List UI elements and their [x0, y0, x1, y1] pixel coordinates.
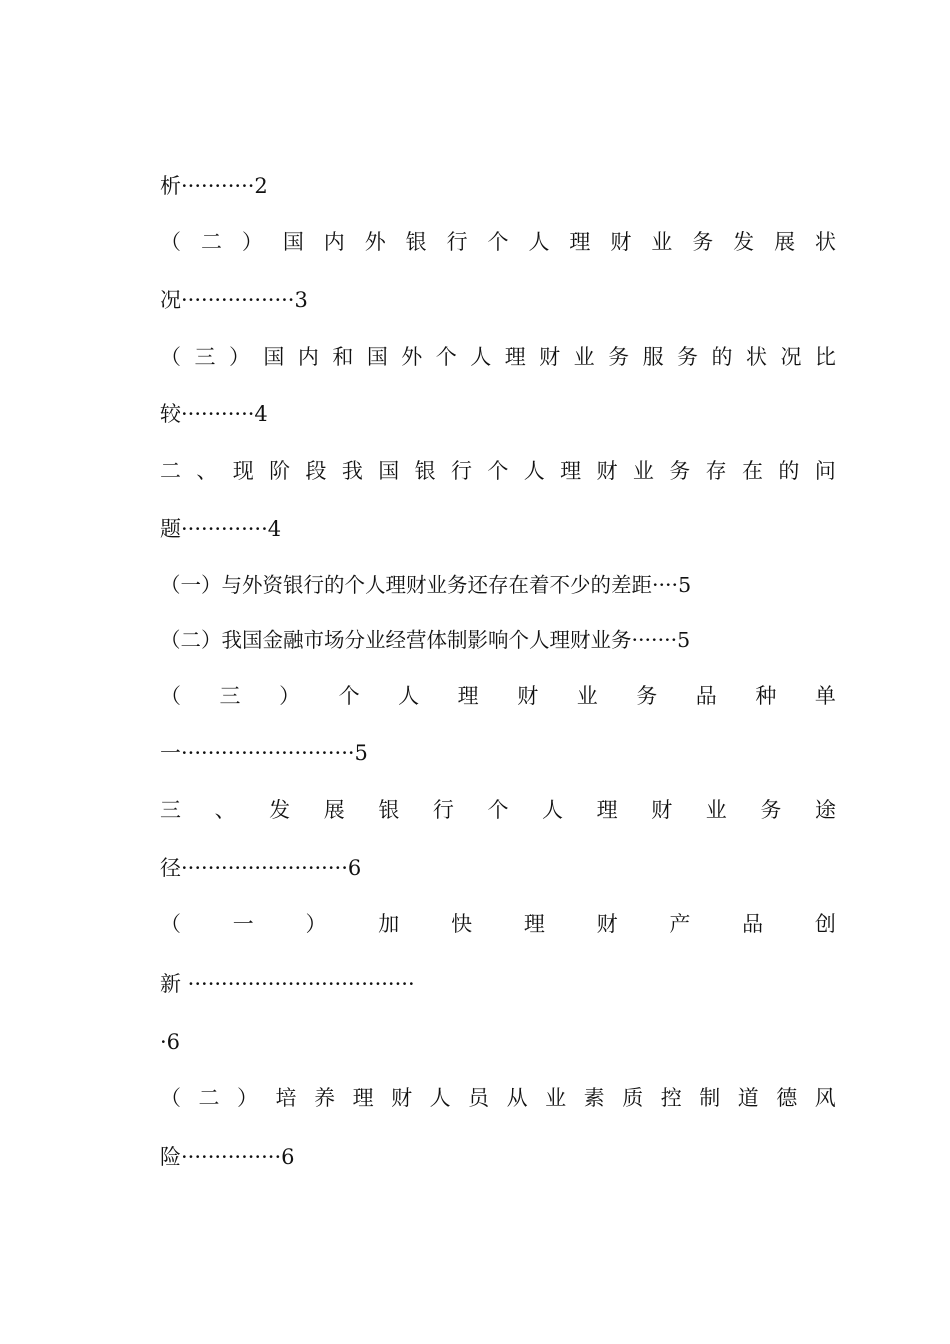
toc-char: 人 — [398, 684, 420, 708]
toc-char: 人 — [429, 1086, 451, 1110]
toc-line-15: 新 ·································· — [160, 972, 415, 996]
toc-char: 一 — [232, 912, 254, 936]
toc-char: 快 — [451, 912, 473, 936]
toc-line-9: （二）我国金融市场分业经营体制影响个人理财业务·······5 — [160, 628, 691, 652]
toc-char: 途 — [814, 798, 836, 822]
toc-char: 财 — [651, 798, 673, 822]
toc-char: 品 — [742, 912, 764, 936]
toc-line-1: 析···········2 — [160, 174, 268, 198]
toc-char: 理 — [352, 1086, 374, 1110]
toc-char: 三 — [194, 345, 216, 369]
toc-char: 种 — [755, 684, 777, 708]
toc-line-11: 一··························5 — [160, 741, 368, 765]
toc-line-6 — [160, 457, 836, 485]
toc-char: （ — [160, 230, 181, 254]
toc-char: 养 — [314, 1086, 336, 1110]
toc-char: 财 — [596, 912, 618, 936]
toc-char: 银 — [405, 230, 427, 254]
toc-char: 况 — [780, 345, 802, 369]
toc-char: 展 — [774, 230, 796, 254]
toc-char: 的 — [778, 459, 800, 483]
toc-char: 状 — [815, 230, 836, 254]
toc-char: 业 — [545, 1086, 567, 1110]
toc-char: 德 — [776, 1086, 798, 1110]
toc-char: 理 — [560, 459, 582, 483]
toc-char: 发 — [733, 230, 755, 254]
toc-char: 阶 — [269, 459, 291, 483]
toc-line-2 — [160, 228, 836, 256]
toc-char: 存 — [705, 459, 727, 483]
toc-char: ） — [279, 684, 301, 708]
toc-line-18: 险···············6 — [160, 1145, 295, 1169]
toc-char: ） — [305, 912, 327, 936]
toc-line-3: 况·················3 — [160, 288, 308, 312]
toc-char: 银 — [378, 798, 400, 822]
toc-char: 人 — [523, 459, 545, 483]
toc-char: 理 — [457, 684, 479, 708]
toc-char: 从 — [506, 1086, 528, 1110]
toc-line-12 — [160, 796, 836, 824]
toc-char: 国 — [263, 345, 285, 369]
toc-char: 创 — [814, 912, 836, 936]
toc-char: 国 — [378, 459, 400, 483]
toc-line-14 — [160, 910, 836, 938]
toc-char: 务 — [669, 459, 691, 483]
toc-char: 风 — [814, 1086, 836, 1110]
toc-line-17 — [160, 1084, 836, 1112]
toc-char: 状 — [745, 345, 767, 369]
toc-char: 三 — [219, 684, 241, 708]
toc-char: 品 — [695, 684, 717, 708]
toc-char: 个 — [487, 798, 509, 822]
toc-char: 理 — [596, 798, 618, 822]
toc-char: 理 — [569, 230, 591, 254]
toc-char: 财 — [539, 345, 561, 369]
toc-char: 个 — [487, 459, 509, 483]
toc-char: 制 — [699, 1086, 721, 1110]
toc-char: 行 — [446, 230, 468, 254]
toc-char: 二 — [160, 459, 181, 483]
toc-char: 产 — [669, 912, 691, 936]
toc-line-16: ·6 — [160, 1030, 181, 1054]
toc-char: 人 — [542, 798, 564, 822]
toc-char: 财 — [610, 230, 632, 254]
toc-char: 二 — [198, 1086, 220, 1110]
toc-char: （ — [160, 912, 181, 936]
toc-char: （ — [160, 345, 181, 369]
toc-char: ） — [241, 230, 263, 254]
toc-char: ） — [228, 345, 250, 369]
toc-char: 素 — [583, 1086, 605, 1110]
toc-char: 在 — [742, 459, 763, 483]
toc-char: 质 — [622, 1086, 644, 1110]
toc-char: 发 — [269, 798, 291, 822]
toc-char: 人 — [470, 345, 492, 369]
toc-char: 财 — [517, 684, 539, 708]
toc-line-10 — [160, 682, 836, 710]
toc-char: 人 — [528, 230, 550, 254]
toc-char: 务 — [636, 684, 658, 708]
toc-char: 财 — [596, 459, 618, 483]
toc-line-8: （一）与外资银行的个人理财业务还存在着不少的差距····5 — [160, 573, 692, 597]
toc-char: 问 — [814, 459, 836, 483]
toc-char: 理 — [504, 345, 526, 369]
toc-char: 业 — [651, 230, 673, 254]
toc-char: 道 — [737, 1086, 759, 1110]
toc-char: 务 — [608, 345, 630, 369]
toc-char: 理 — [523, 912, 545, 936]
toc-char: 外 — [364, 230, 386, 254]
toc-line-13: 径·························6 — [160, 856, 362, 880]
toc-char: 培 — [275, 1086, 297, 1110]
toc-char: 业 — [632, 459, 654, 483]
toc-char: 二 — [200, 230, 222, 254]
toc-char: ） — [237, 1086, 259, 1110]
toc-char: 个 — [338, 684, 360, 708]
toc-char: 展 — [323, 798, 345, 822]
toc-char: 银 — [414, 459, 436, 483]
toc-char: 内 — [297, 345, 319, 369]
toc-line-4 — [160, 343, 836, 371]
toc-char: 和 — [332, 345, 354, 369]
toc-char: 国 — [282, 230, 304, 254]
toc-char: 国 — [366, 345, 388, 369]
toc-char: 三 — [160, 798, 181, 822]
toc-char: 业 — [705, 798, 727, 822]
toc-line-5: 较···········4 — [160, 402, 268, 426]
toc-char: 行 — [432, 798, 454, 822]
toc-char: 、 — [196, 459, 218, 483]
toc-char: 、 — [214, 798, 236, 822]
toc-char: 现 — [232, 459, 254, 483]
toc-char: 的 — [711, 345, 733, 369]
toc-char: 我 — [341, 459, 363, 483]
toc-char: 务 — [760, 798, 782, 822]
toc-char: 财 — [391, 1086, 413, 1110]
toc-char: 内 — [323, 230, 345, 254]
toc-char: 控 — [660, 1086, 682, 1110]
toc-char: 加 — [378, 912, 400, 936]
toc-char: 比 — [814, 345, 836, 369]
toc-char: 段 — [305, 459, 327, 483]
toc-char: 单 — [814, 684, 836, 708]
toc-char: 务 — [677, 345, 699, 369]
toc-char: 服 — [642, 345, 664, 369]
toc-char: 员 — [468, 1086, 490, 1110]
toc-char: 外 — [401, 345, 423, 369]
toc-char: 业 — [573, 345, 595, 369]
toc-char: 行 — [451, 459, 472, 483]
toc-char: 个 — [435, 345, 457, 369]
toc-char: 务 — [692, 230, 714, 254]
toc-char: （ — [160, 684, 181, 708]
toc-char: （ — [160, 1086, 181, 1110]
toc-char: 业 — [576, 684, 598, 708]
toc-line-7: 题·············4 — [160, 517, 282, 541]
toc-char: 个 — [487, 230, 509, 254]
